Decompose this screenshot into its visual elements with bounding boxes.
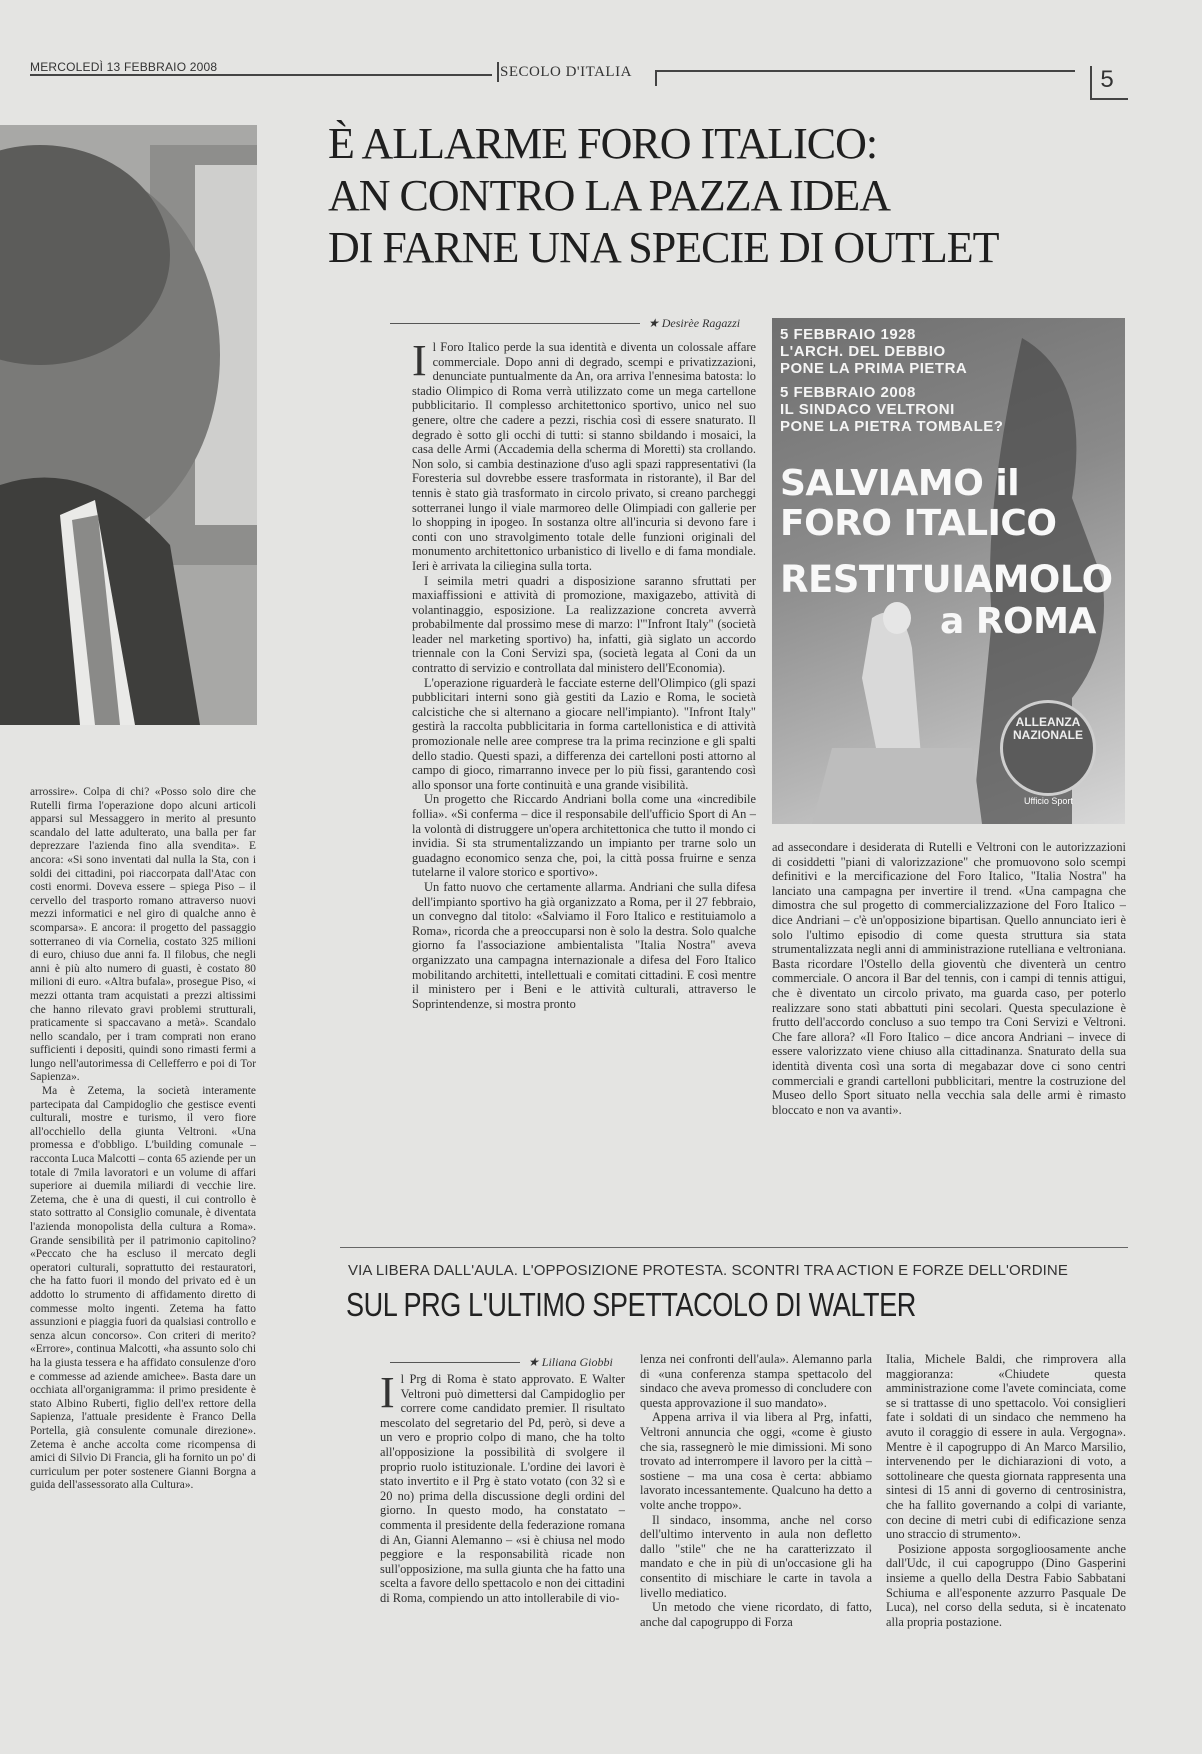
byline-rule (390, 1362, 520, 1363)
poster-footer: Ufficio Sport (1024, 796, 1073, 806)
article-kicker: VIA LIBERA DALL'AULA. L'OPPOSIZIONE PROTESTA. SCONTRI TRA ACTION E FORZE DELL'ORDINE (348, 1262, 1068, 1279)
article-paragraph: Posizione apposta sorgoglioosamente anche dall'Udc, il cui capogruppo (Dino Gasperini insieme a quello della Destra Fabio Sabbatani Schiuma e all'esponente azzurro Pasquale De Luca), nel corso della seduta, si è incatenato alla propria postazione. (886, 1541, 1126, 1629)
poster-text: PONE LA PIETRA TOMBALE? (780, 418, 1004, 435)
poster-slogan: a ROMA (940, 601, 1096, 642)
headline-line: DI FARNE UNA SPECIE DI OUTLET (328, 223, 999, 272)
article-paragraph: Ma è Zetema, la società interamente partecipata dal Campidoglio che gestisce eventi culturali, mostre e turismo, il vero fiore all'occhiello della giunta Veltroni. «Una promessa e d'obbligo. L'building comunale – racconta Luca Malcotti – conta 65 aziende per un totale di 7mila lavoratori e un volume di affari superiore ai duemila miliardi di vecchie lire. Zetema, che è una di questi, il cui controllo è stato sottratto al Consiglio comunale, è diventata l'azienda monopolista della cultura a Roma». Grande sensibilità per il patrimonio capitolino? «Peccato che ha escluso il mercato degli operatori culturali, soprattutto dei restauratori, che ha fatto fuori il mondo del privato ed è un addotto lo strumento di affidamento diretto di commesse molto ingenti. Zetema ha fatto assunzioni e piaggia fuori da qualsiasi controllo e senza alcun concorso». Con criteri di merito? «Errore», continua Malcotti, «ha assunto solo chi ha la giusta tessera e ha affidato consulenze d'oro e commesse ad aziende amichee». Basta dare un occhiata all'organigramma: il primo presidente è stato Albino Ruberti, figlio dell'ex rettore della Sapienza, l'attuale presidente è Franco Della Portella, già consulente comunale direzione». Zetema è anche accolta come ricompensa di amici di Silvio Di Francia, gli ha fornito un po' di curriculum per poter sostenere Gianni Borgna a guida dell'assessorato alla Cultura». (30, 1085, 256, 1492)
article-column-2 (772, 840, 1126, 1220)
poster-slogan: SALVIAMO il (780, 463, 1020, 504)
header-rule-right (655, 70, 1075, 72)
article-paragraph: ad assecondare i desiderata di Rutelli e Veltroni con le autorizzazioni di cosiddetti "piani di valorizzazione" che promuovono solo scempi definitivi e la mercificazione del Foro Italico, "Italia Nostra" ha lanciato una campagna per invertire il trend. «Una campagna che dimostra che sul progetto di commercializzazione del Foro Italico – dice Andriani – c'è un'opposizione bipartisan. Quello annunciato ieri è solo l'ultimo episodio di come questa struttura sia stata strumentalizzata negli anni di amministrazione rutelliana e veltroniana. Basta ricordare l'Ostello della gioventù che diventerà un centro commerciale. O ancora il Bar del tennis, con i campi di tennis attigui, che è diventato un circolo privato, ma guarda caso, per poterlo realizzare sono stati abbattuti pini secolari. Questa speculazione è frutto dell'accordo concluso a suo tempo tra Coni Servizi e Veltroni. Che fare allora? «Il Foro Italico – dice ancora Andriani – invece di essere valorizzato viene chiuso alla cittadinanza. Snaturato della sua identità diventa così una sorta di megabazar dove ci sono centri commerciali e grandi cartelloni pubblicitari, mentre la costruzione del Museo dello Sport situato nella vecchia sala delle armi è rimasto bloccato e non va avanti». (772, 840, 1126, 1117)
poster-slogan: RESTITUIAMOLO (780, 558, 1113, 601)
article-paragraph: lenza nei confronti dell'aula». Alemanno parla di «una conferenza stampa spettacolo del sindaco che aveva promesso di concludere con questa approvazione il suo mandato». (640, 1352, 872, 1410)
article-paragraph: Il Foro Italico perde la sua identità e diventa un colossale affare commerciale. Dopo anni di degrado, scempi e privatizzazioni, denunciate puntualmente da An, ora arriva l'ennesima batosta: lo stadio Olimpico di Roma verrà utilizzato come un mega cartellone pubblicitario. Il complesso architettonico sportivo, unico nel suo genere, oltre che cadere a pezzi, rischia così di essere snaturato. Il degrado è sotto gli occhi di tutti: si stanno sbildando i mosaici, la casa delle Armi (Accademia della scherma di Moretti) sta crollando. Non solo, si cambia destinazione d'uso agli spazi rappresentativi (la Foresteria sul dovrebbe essere trasformata in ristorante), il Bar del tennis è stato già trasformato in circolo privato, si creano parcheggi sotterranei lungo il viale marmoreo delle Olimpiadi con gallerie per lo shopping in ipogeo. In sostanza oltre all'incuria si devono fare i conti con uno stravolgimento totale delle funzioni originali del monumento architettonico urbanistico di livello e di fama mondiale. Ieri è arrivata la ciliegina sulla torta. (412, 340, 756, 573)
poster-text: 5 FEBBRAIO 2008 (780, 384, 916, 401)
section-divider (340, 1247, 1128, 1248)
article-paragraph: Il sindaco, insomma, anche nel corso dell'ultimo intervento in aula non defletto dallo "stile" che ne ha caratterizzato il mandato e che in più di un'occasione gli ha consentito di mischiare le carte in tavola a livello mediatico. (640, 1512, 872, 1600)
header-rule-left (30, 74, 492, 76)
author-byline: ★ Desirèe Ragazzi (648, 316, 741, 330)
article-column-1 (412, 340, 756, 1390)
byline-rule (390, 323, 640, 324)
poster-text: IL SINDACO VELTRONI (780, 401, 955, 418)
article-paragraph: Un fatto nuovo che certamente allarma. Andriani che sulla difesa dell'impianto sportivo ha già organizzato a Roma, per il 27 febbraio, un convegno dal titolo: «Salviamo il Foro Italico e restituiamolo a Roma», ricorda che a preoccuparsi non è solo la destra. Solo qualche giorno fa l'associazione ambientalista "Italia Nostra" aveva organizzato una campagna internazionale a difesa del Foro Italico mobilitando architetti, intellettuali e comitati cittadini. E così mentre il ministero per i Beni e le attività culturali, attraverso le Soprintendenze, si mostra pronto (412, 879, 756, 1011)
main-headline (328, 118, 1088, 274)
header-separator (655, 70, 657, 86)
publication-name: SECOLO D'ITALIA (500, 64, 632, 80)
headline-line: È ALLARME FORO ITALICO: (328, 119, 878, 168)
headline-line: AN CONTRO LA PAZZA IDEA (328, 171, 891, 220)
page-number: 5 (1100, 66, 1114, 93)
poster-text: 5 FEBBRAIO 1928 (780, 326, 916, 343)
header-separator (497, 62, 499, 82)
article-paragraph: Un metodo che viene ricordato, di fatto, anche dal capogruppo di Forza (640, 1600, 872, 1629)
left-article-column (30, 786, 256, 1736)
issue-date: MERCOLEDÌ 13 FEBBRAIO 2008 (30, 60, 218, 74)
article-paragraph: Appena arriva il via libera al Prg, infatti, Veltroni annuncia che oggi, «come è giusto che sia, rassegnerò le mie dimissioni. Mi sono trovato ad interrompere il lavoro per la città – sostiene – ma una cosa è certa: abbiamo lavorato incessantemente. Qualcuno ha detto a volte anche troppo». (640, 1410, 872, 1512)
poster-slogan: FORO ITALICO (780, 503, 1057, 544)
poster-text: PONE LA PRIMA PIETRA (780, 360, 968, 377)
article-paragraph: Il Prg di Roma è stato approvato. E Walter Veltroni può dimettersi dal Campidoglio per correre come candidato premier. Il risultato mescolato del segretario del Pd, però, si deve a un vero e proprio colpo di mano, che ha tolto all'opposizione la possibilità di svolgere il proprio ruolo istituzionale. L'ordine dei lavori è stato invertito e il Prg è stato votato (con 32 sì e 20 no) prima della discussione degli ordini del giorno. In questo modo, ha constatato – commenta il presidente della federazione romana di An, Gianni Alemanno – «si è chiusa nel modo peggiore e la responsabilità ricade non sull'opposizione, ma sulla giunta che ha fatto una scelta a favore dello spettacolo e non dei cittadini di Roma, compiendo un atto intollerabile di vio- (380, 1372, 625, 1605)
drop-cap: I (412, 340, 427, 385)
author-name: Desirèe Ragazzi (661, 316, 741, 330)
politician-photo (0, 125, 257, 725)
author-name: Liliana Giobbi (541, 1355, 613, 1369)
article-column-3 (886, 1352, 1126, 1717)
article-column-2 (640, 1352, 872, 1717)
article-paragraph: arrossire». Colpa di chi? «Posso solo dire che Rutelli firma l'operazione dopo alcuni articoli apparsi sul Messaggero in merito al presunto scandalo del latte adulterato, una balla per far deprezzare l'azienda fino alla svendita». E ancora: «Si sono inventati dal nulla la Sta, con i soldi dei cittadini, poi riaccorpata dall'Atac con costi enormi. Doveva essere – spiega Piso – il cervello del trasporto romano attraverso nuovi mezzi informatici e nel giro di qualche anno è scomparsa». E ancora: il progetto del passaggio sotterraneo di via Cornelia, costato 325 milioni di euro, chiuso due anni fa. Il filobus, che negli anni è più alto numero di guasti, è costato 80 milioni di euro. «Altra bufala», prosegue Piso, «i mezzi ottanta tram acquistati a prezzi altissimi che hanno rilevato gravi problemi strutturali, praticamente si spaccavano a metà». Scandalo nello scandalo, per i tram comprati non erano sufficienti i depositi, quindi sono rimasti fermi a lungo nell'autorimessa di Cellefferro e poi di Tor Sapienza». (30, 786, 256, 1084)
portrait-illustration (0, 125, 257, 725)
article-paragraph: L'operazione riguarderà le facciate esterne dell'Olimpico (gli spazi pubblicitari interni sono già gestiti da Lazio e Roma, le società calcistiche che si alternano a giocare nell'impianto). "Infront Italy" gestirà la raccolta pubblicitaria in forma cartellonistica e di attività promozionale nelle aree comprese tra la prima recinzione e gli spalti dello stadio. Questi spazi, a differenza dei cartelloni posti attorno al campo di gioco, rimarranno invece per lo più fissi, garantendo così allo sponsor una forte continuità e una grande visibilità. (412, 675, 756, 792)
party-logo-text: ALLEANZA NAZIONALE (1013, 715, 1083, 742)
author-byline: ★ Liliana Giobbi (528, 1355, 613, 1369)
article-column-1 (380, 1372, 625, 1717)
article-paragraph: Un progetto che Riccardo Andriani bolla come una «incredibile follia». «Si conferma – dice il responsabile dell'ufficio Sport di An – la volontà di distruggere un'opera architettonica che tutto il mondo ci invidia. Si sta strumentalizzando un impianto per trarne solo un guadagno economico senza che, poi, la città possa fruirne e senza tutelarne il valore storico e sportivo». (412, 792, 756, 880)
article-paragraph: Italia, Michele Baldi, che rimprovera alla maggioranza: «Chiudete questa amministrazione come l'avete cominciata, come se si trattasse di uno spettacolo. Voi consiglieri fate i soldati di un sindaco che nemmeno ha avuto il coraggio di essere in aula. Vergogna». Mentre è il capogruppo di An Marco Marsilio, intervenendo per le dichiarazioni di voto, a sottolineare che questa giornata rappresenta una sintesi di 15 anni di governo di centrosinistra, che ha fallito governando a colpi di variante, con decine di metri cubi di edificazione senza uno straccio di strumento». (886, 1352, 1126, 1542)
article-headline: SUL PRG L'ULTIMO SPETTACOLO DI WALTER (346, 1286, 916, 1323)
poster-text: L'ARCH. DEL DEBBIO (780, 343, 946, 360)
article-paragraph: I seimila metri quadri a disposizione saranno sfruttati per maxiaffissioni e attività di promozione, maxigazebo, attività di volantinaggio, esposizione. La realizzazione concreta avverrà probabilmente dal prossimo mese di marzo: l'"Infront Italy" (società leader nel marketing sportivo) ha, infatti, già siglato un accordo triennale con la Coni Servizi spa, (società legata al Coni da un contratto di servizio e controllata dal ministero dell'Economia). (412, 573, 756, 676)
drop-cap: I (380, 1372, 395, 1417)
campaign-poster (772, 318, 1125, 824)
